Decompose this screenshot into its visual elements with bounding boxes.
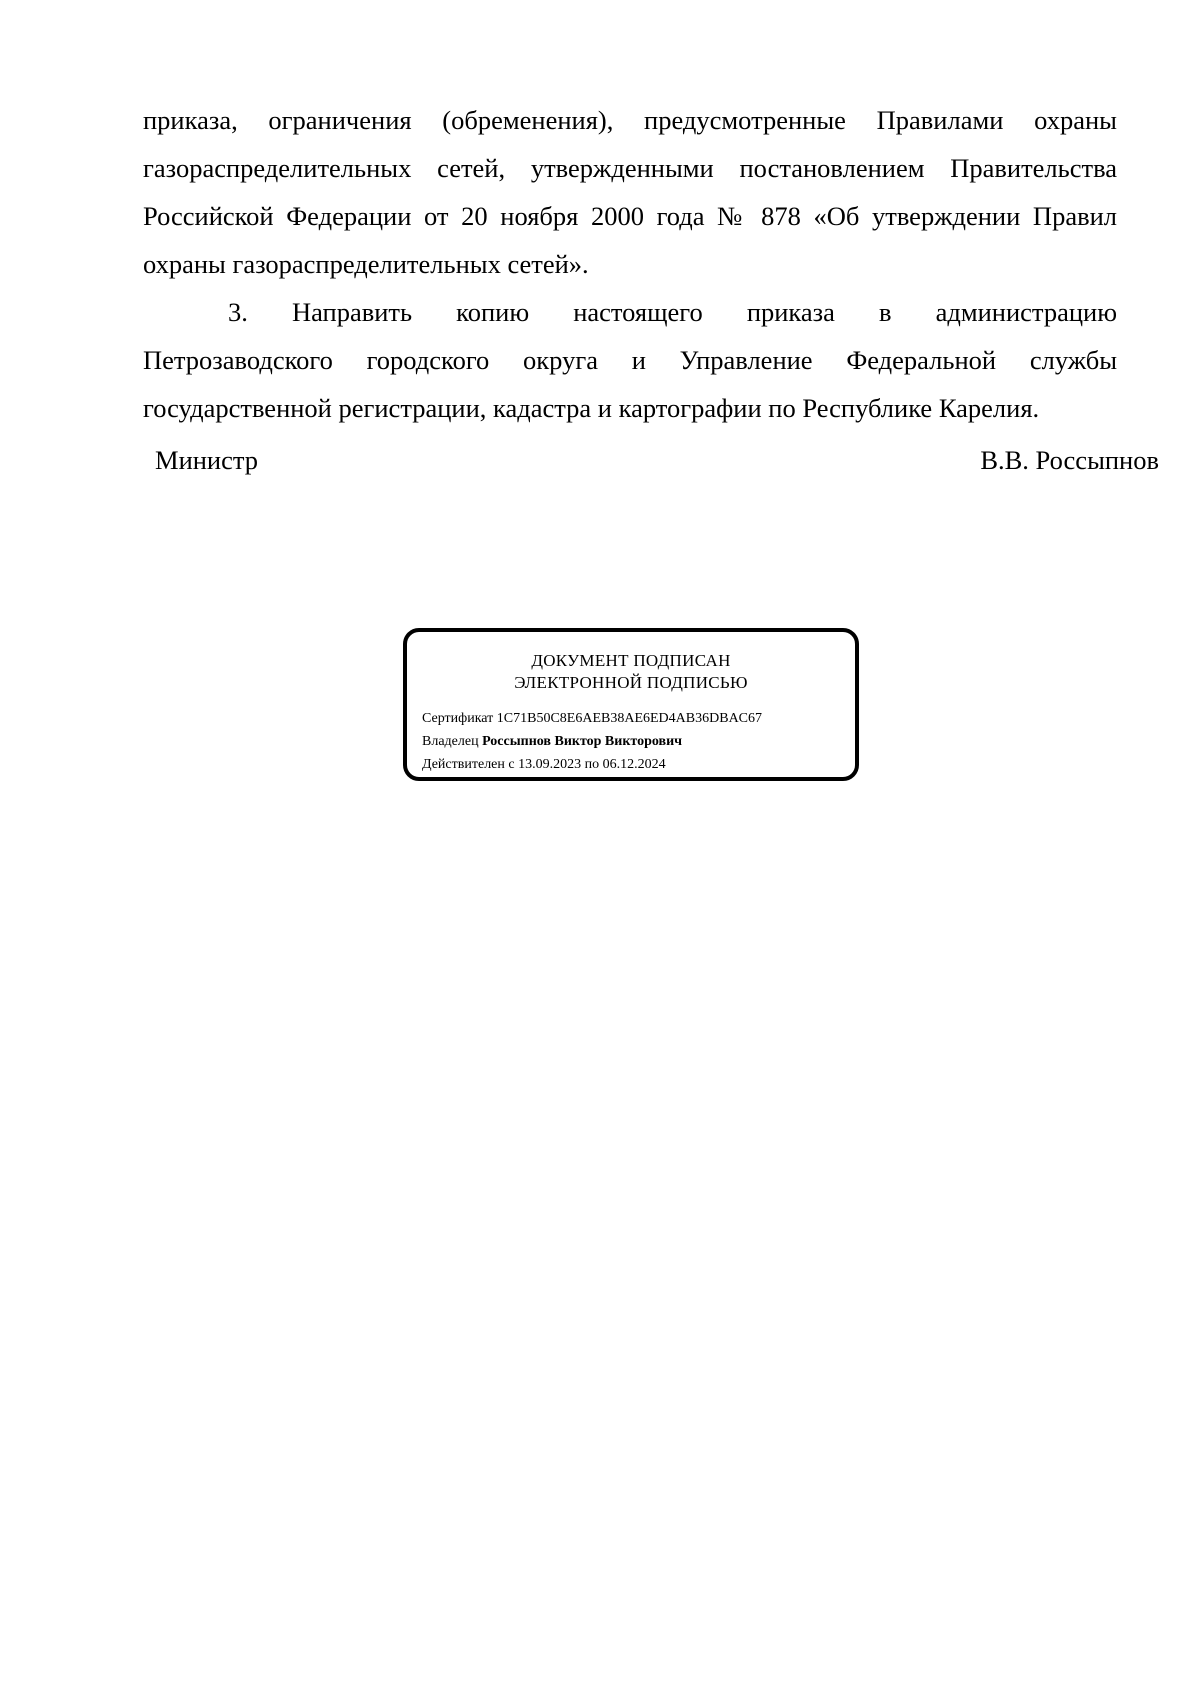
- valid-from-date: 13.09.2023: [518, 757, 582, 772]
- certificate-value: 1C71B50C8E6AEB38AE6ED4AB36DBAC67: [496, 711, 763, 726]
- text-line: государственной регистрации, кадастра и картографии по Республике Карелия.: [143, 393, 1040, 423]
- owner-value: Россыпнов Виктор Викторович: [482, 734, 683, 749]
- signer-name: В.В. Россыпнов: [980, 445, 1159, 475]
- valid-to-date: 06.12.2024: [602, 757, 666, 772]
- text-line: газораспределительных сетей, утвержденными постановлением Правительства: [143, 153, 1117, 183]
- text-line: охраны газораспределительных сетей».: [143, 249, 589, 279]
- text-line: Российской Федерации от 20 ноября 2000 года № 878 «Об утверждении Правил: [143, 201, 1117, 231]
- paragraph-3: [143, 288, 1117, 432]
- signature-block: [155, 440, 1159, 480]
- stamp-title-line: ЭЛЕКТРОННОЙ ПОДПИСЬЮ: [514, 673, 748, 692]
- valid-from-prefix: с: [508, 757, 515, 772]
- valid-label: Действителен: [422, 757, 505, 772]
- certificate-row: [422, 707, 762, 730]
- valid-to-prefix: по: [584, 757, 600, 772]
- text-line: Петрозаводского городского округа и Управление Федеральной службы: [143, 345, 1117, 375]
- paragraph-continuation: [143, 96, 1117, 288]
- electronic-signature-stamp: [403, 628, 859, 781]
- text-line: 3. Направить копию настоящего приказа в администрацию: [228, 297, 1117, 327]
- owner-label: Владелец: [422, 734, 479, 749]
- position-title: Министр: [155, 445, 259, 475]
- validity-row: [422, 753, 762, 776]
- certificate-label: Сертификат: [422, 711, 494, 726]
- stamp-title-line: ДОКУМЕНТ ПОДПИСАН: [531, 651, 731, 670]
- owner-row: [422, 730, 762, 753]
- text-line: приказа, ограничения (обременения), предусмотренные Правилами охраны: [143, 105, 1117, 135]
- stamp-title: [407, 650, 855, 694]
- stamp-details: [422, 707, 762, 776]
- document-body: [143, 96, 1117, 432]
